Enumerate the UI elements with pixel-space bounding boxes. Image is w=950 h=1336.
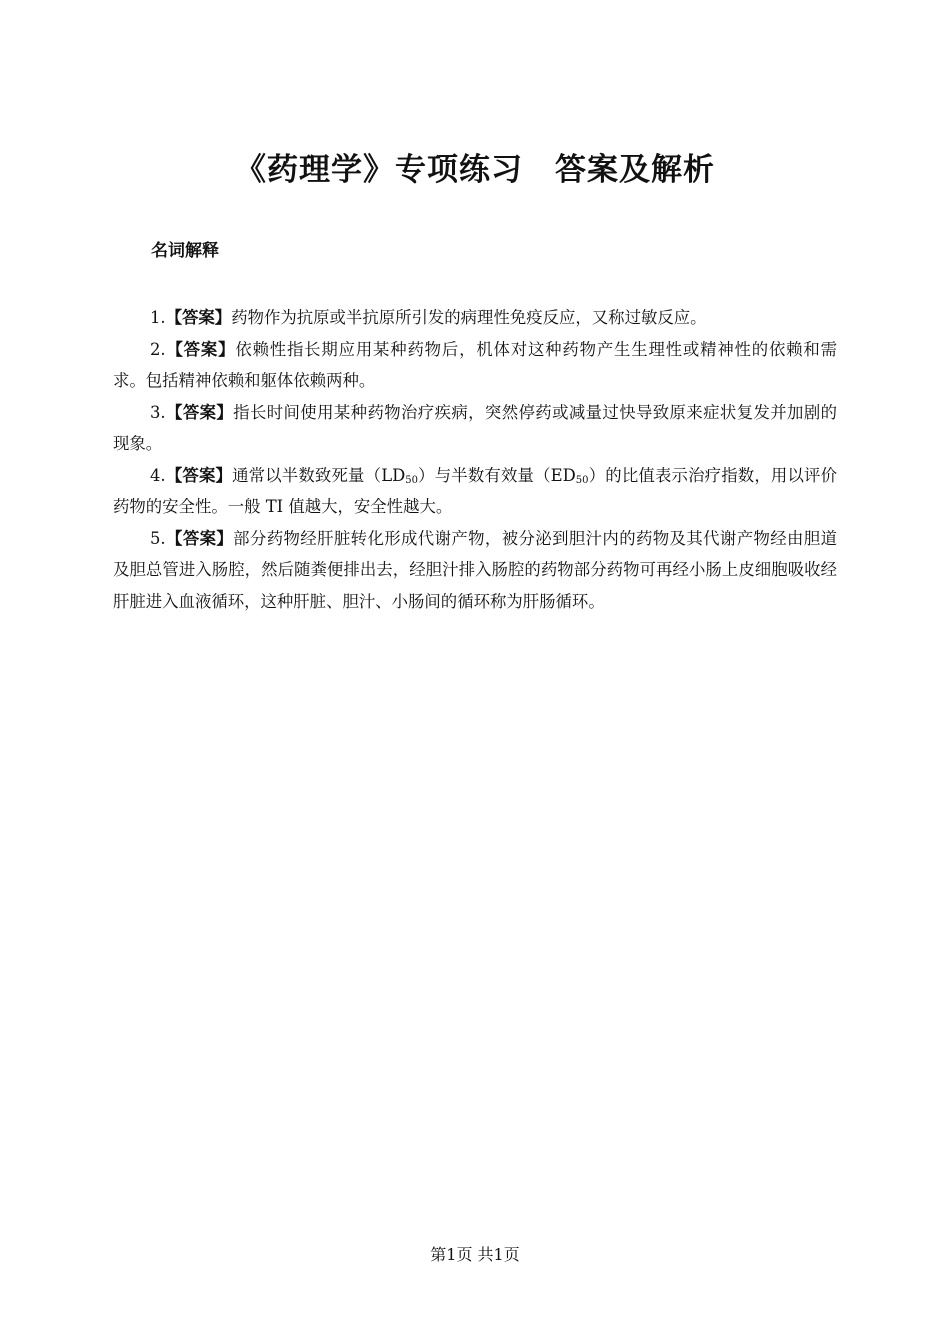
document-title: 《药理学》专项练习 答案及解析	[235, 152, 715, 188]
answer-list	[113, 302, 837, 617]
answer-number: 4.	[150, 465, 166, 485]
subscript-ed50: 50	[575, 474, 589, 486]
answer-item-2	[113, 334, 837, 397]
answer-number: 2.	[150, 339, 166, 359]
subscript-ld50: 50	[405, 474, 418, 486]
section-heading: 名词解释	[151, 241, 219, 261]
answer-item-5	[113, 523, 837, 618]
answer-text-part-b: ）与半数有效量（ED	[417, 465, 576, 485]
answer-tag: 【答案】	[165, 402, 234, 422]
answer-tag: 【答案】	[165, 465, 233, 485]
answer-tag: 【答案】	[165, 528, 234, 548]
answer-tag: 【答案】	[165, 339, 236, 359]
answer-tag: 【答案】	[165, 308, 232, 327]
answer-item-1	[113, 302, 837, 334]
page-footer: 第1页 共1页	[430, 1245, 520, 1264]
answer-item-3	[113, 397, 837, 460]
answer-number: 1.	[150, 308, 166, 327]
answer-item-4	[113, 460, 837, 523]
answer-text: 部分药物经肝脏转化形成代谢产物，被分泌到胆汁内的药物及其代谢产物经由胆道及胆总管进入肠腔，然后随粪便排出去，经胆汁排入肠腔的药物部分药物可再经小肠上皮细胞吸收经肝脏进入血液循环，这种肝脏、胆汁、小肠间的循环称为肝肠循环。	[113, 528, 837, 611]
answer-text-part-c: ）的比值表示治疗指数，用以评价药物的安全性。一般 TI 值越大，安全性越大。	[113, 465, 838, 516]
answer-text-part-a: 通常以半数致死量（LD	[232, 465, 406, 485]
answer-text: 药物作为抗原或半抗原所引发的病理性免疫反应，又称过敏反应。	[231, 308, 707, 327]
answer-text: 依赖性指长期应用某种药物后，机体对这种药物产生生理性或精神性的依赖和需求。包括精神依赖和躯体依赖两种。	[113, 339, 838, 390]
answer-number: 3.	[150, 402, 166, 422]
answer-text: 指长时间使用某种药物治疗疾病，突然停药或减量过快导致原来症状复发并加剧的现象。	[113, 402, 837, 453]
answer-number: 5.	[150, 528, 166, 548]
